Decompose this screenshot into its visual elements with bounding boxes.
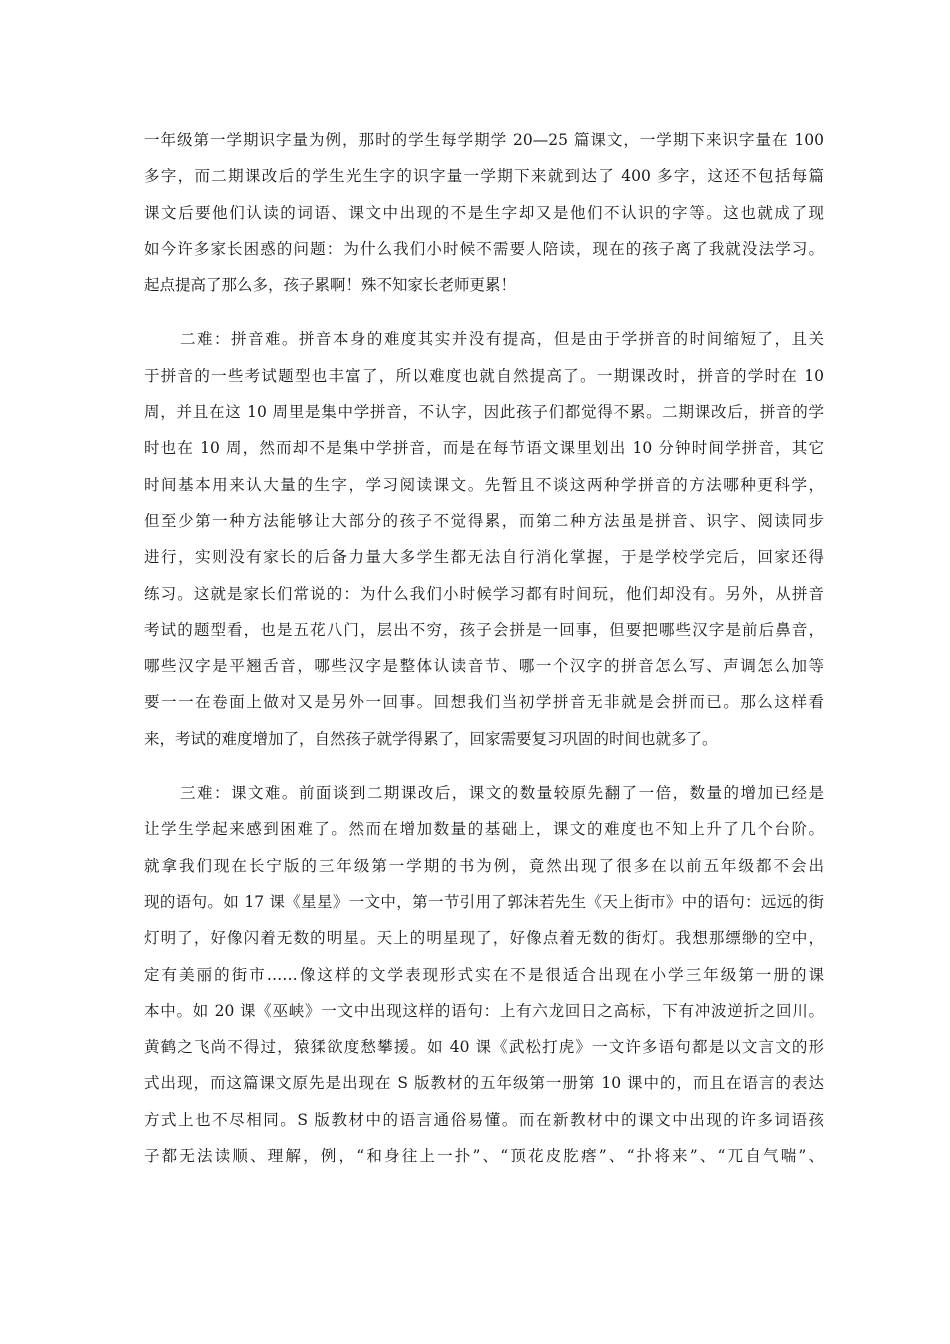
text-line: 时间基本用来认大量的生字，学习阅读课文。先暂且不谈这两种学拼音的方法哪种更科学， bbox=[144, 475, 824, 494]
paragraph-gap bbox=[144, 303, 824, 321]
text-line: 周，并且在这 10 周里是集中学拼音，不认字，因此孩子们都觉得不累。二期课改后，拼音的学 bbox=[144, 403, 824, 422]
paragraph-2 bbox=[144, 321, 824, 757]
text-line: 课文后要他们认读的词语、课文中出现的不是生字却又是他们不认识的字等。这也就成了现 bbox=[144, 203, 824, 222]
text-line: 二难：拼音难。拼音本身的难度其实并没有提高，但是由于学拼音的时间缩短了，且关 bbox=[180, 330, 824, 349]
text-line: 时也在 10 周，然而却不是集中学拼音，而是在每节语文课里划出 10 分钟时间学拼音，其它 bbox=[144, 439, 824, 458]
text-line: 子都无法读顺、理解，例，“和身往上一扑”、“顶花皮肐瘩”、“扑将来”、“兀自气喘”、 bbox=[144, 1147, 824, 1166]
text-line: 要一一在卷面上做对又是另外一回事。回想我们当初学拼音无非就是会拼而已。那么这样看 bbox=[144, 693, 824, 712]
text-line: 式出现，而这篇课文原先是出现在 S 版教材的五年级第一册第 10 课中的，而且在语言的表达 bbox=[144, 1074, 824, 1093]
text-line: 黄鹤之飞尚不得过，猿猱欲度愁攀援。如 40 课《武松打虎》一文许多语句都是以文言文的形 bbox=[144, 1038, 824, 1057]
paragraph-1 bbox=[144, 122, 824, 303]
text-line: 来，考试的难度增加了，自然孩子就学得累了，回家需要复习巩固的时间也就多了。 bbox=[144, 729, 718, 748]
text-line: 进行，实则没有家长的后备力量大多学生都无法自行消化掌握，于是学校学完后，回家还得 bbox=[144, 548, 824, 567]
text-line: 定有美丽的街市……像这样的文学表现形式实在不是很适合出现在小学三年级第一册的课 bbox=[144, 965, 824, 984]
text-line: 就拿我们现在长宁版的三年级第一学期的书为例，竟然出现了很多在以前五年级都不会出 bbox=[144, 856, 824, 875]
text-line: 三难：课文难。前面谈到二期课改后，课文的数量较原先翻了一倍，数量的增加已经是 bbox=[180, 784, 824, 803]
text-line: 现的语句。如 17 课《星星》一文中，第一节引用了郭沫若先生《天上街市》中的语句：远远的街 bbox=[144, 892, 824, 911]
text-line: 起点提高了那么多，孩子累啊！殊不知家长老师更累！ bbox=[144, 276, 517, 295]
paragraph-3 bbox=[144, 775, 824, 1174]
text-line: 练习。这就是家长们常说的：为什么我们小时候学习都有时间玩，他们却没有。另外，从拼音 bbox=[144, 584, 824, 603]
text-line: 让学生学起来感到困难了。然而在增加数量的基础上，课文的难度也不知上升了几个台阶。 bbox=[144, 820, 824, 839]
text-line: 方式上也不尽相同。S 版教材中的语言通俗易懂。而在新教材中的课文中出现的许多词语孩 bbox=[144, 1110, 824, 1129]
text-line: 考试的题型看，也是五花八门，层出不穷，孩子会拼是一回事，但要把哪些汉字是前后鼻音， bbox=[144, 620, 824, 639]
text-line: 本中。如 20 课《巫峡》一文中出现这样的语句：上有六龙回日之高标，下有冲波逆折之回川。 bbox=[144, 1001, 824, 1020]
text-line: 灯明了，好像闪着无数的明星。天上的明星现了，好像点着无数的街灯。我想那缥缈的空中， bbox=[144, 929, 824, 948]
text-line: 哪些汉字是平翘舌音，哪些汉字是整体认读音节、哪一个汉字的拼音怎么写、声调怎么加等 bbox=[144, 657, 824, 676]
text-line: 一年级第一学期识字量为例，那时的学生每学期学 20—25 篇课文，一学期下来识字量在 100 bbox=[144, 131, 824, 149]
paragraph-gap bbox=[144, 757, 824, 775]
text-line: 如今许多家长困惑的问题：为什么我们小时候不需要人陪读，现在的孩子离了我就没法学习。 bbox=[144, 239, 824, 258]
text-line: 多字，而二期课改后的学生光生字的识字量一学期下来就到达了 400 多字，这还不包括每篇 bbox=[144, 167, 824, 186]
text-line: 但至少第一种方法能够让大部分的孩子不觉得累，而第二种方法虽是拼音、识字、阅读同步 bbox=[144, 511, 824, 530]
document-body bbox=[144, 122, 824, 1174]
text-line: 于拼音的一些考试题型也丰富了，所以难度也就自然提高了。一期课改时，拼音的学时在 10 bbox=[144, 366, 824, 385]
